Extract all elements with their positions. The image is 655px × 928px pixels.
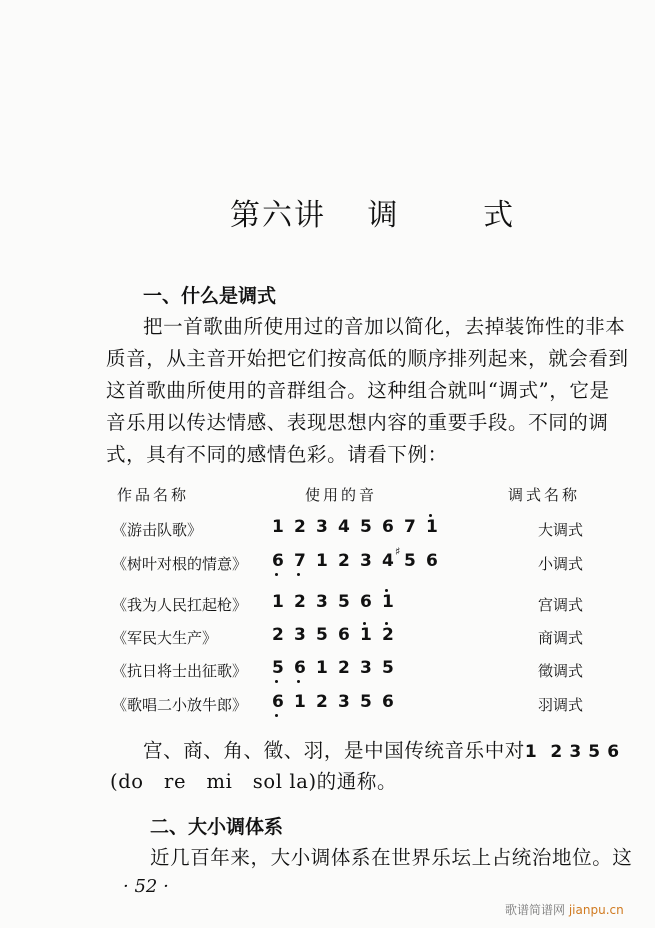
note: 2	[338, 551, 350, 571]
octave-dot-icon	[275, 714, 278, 717]
note: 2	[382, 625, 404, 645]
table-cell-notes	[272, 658, 404, 678]
paragraph-line: 近几百年来，大小调体系在世界乐坛上占统治地位。这	[150, 846, 633, 869]
octave-dot-icon	[297, 573, 300, 576]
chapter-title-word-1: 调	[367, 198, 400, 233]
table-header-notes: 使用的音	[305, 486, 378, 504]
note: 2	[294, 517, 306, 537]
octave-dot-icon	[429, 514, 432, 517]
note: 3	[294, 625, 306, 645]
table-cell-notes	[272, 625, 404, 645]
note: 2	[316, 692, 328, 712]
note: 6	[426, 551, 438, 571]
table-cell-mode: 商调式	[537, 629, 583, 647]
note: 1	[382, 592, 404, 612]
table-cell-work: 《我为人民扛起枪》	[112, 596, 248, 614]
paragraph-2-line-1	[143, 735, 620, 763]
table-cell-mode: 宫调式	[537, 596, 583, 614]
paragraph-text: 宫、商、角、徵、羽，是中国传统音乐中对	[143, 739, 525, 762]
note: 5	[360, 692, 372, 712]
table-cell-mode: 徵调式	[537, 662, 583, 680]
note: 1	[272, 592, 284, 612]
chapter-title-word-2: 式	[483, 198, 516, 233]
note: 6	[294, 658, 316, 678]
note: 1	[294, 692, 306, 712]
note: 3	[360, 658, 372, 678]
octave-dot-icon	[363, 622, 366, 625]
note: 5	[338, 592, 350, 612]
table-header-work: 作品名称	[117, 486, 190, 504]
paragraph-line: 音乐用以传达情感、表现思想内容的重要手段。不同的调	[106, 411, 609, 434]
chapter-number: 第六讲	[230, 198, 326, 233]
watermark	[505, 901, 624, 918]
section-2-heading: 二、大小调体系	[150, 816, 284, 838]
table-cell-work: 《游击队歌》	[112, 521, 203, 539]
note: 6	[382, 517, 394, 537]
note: 4	[338, 517, 350, 537]
note: 5	[360, 517, 372, 537]
note: 1	[426, 517, 448, 537]
note: 6	[360, 592, 372, 612]
table-cell-notes	[272, 545, 448, 571]
note: 6	[382, 692, 394, 712]
sharp-icon: ♯	[395, 545, 401, 558]
watermark-url: jianpu.cn	[568, 903, 624, 917]
note: 5	[382, 658, 394, 678]
page-number: · 52 ·	[123, 876, 169, 897]
paragraph-line: 质音，从主音开始把它们按高低的顺序排列起来，就会看到	[106, 347, 629, 370]
note: 2	[338, 658, 350, 678]
octave-dot-icon	[385, 589, 388, 592]
paragraph-line: 这首歌曲所使用的音群组合。这种组合就叫“调式”，它是	[106, 379, 610, 402]
table-cell-mode: 小调式	[537, 555, 583, 573]
table-cell-notes	[272, 592, 404, 612]
paragraph-line: 把一首歌曲所使用过的音加以简化，去掉装饰性的非本	[143, 315, 626, 338]
table-cell-mode: 大调式	[537, 521, 583, 539]
note: 1	[316, 658, 328, 678]
octave-dot-icon	[275, 680, 278, 683]
note: 3	[338, 692, 350, 712]
table-cell-work: 《抗日将士出征歌》	[112, 662, 248, 680]
note: 5	[272, 658, 294, 678]
note: 6	[338, 625, 350, 645]
chapter-title	[230, 190, 515, 234]
notes-inline: 1 2 3 5 6	[524, 742, 620, 762]
note: 5 ♯	[395, 545, 416, 571]
note: 2	[294, 592, 306, 612]
octave-dot-icon	[385, 622, 388, 625]
paragraph-line: 式，具有不同的感情色彩。请看下例：	[106, 443, 448, 466]
note: 1	[316, 551, 328, 571]
table-header-mode: 调式名称	[508, 486, 581, 504]
table-cell-work: 《歌唱二小放牛郎》	[112, 696, 248, 714]
octave-dot-icon	[297, 680, 300, 683]
table-cell-work: 《树叶对根的情意》	[112, 555, 248, 573]
note: 3	[360, 551, 372, 571]
table-cell-notes	[272, 517, 448, 537]
note: 3	[316, 592, 328, 612]
note: 4	[382, 551, 394, 571]
note: 6	[272, 692, 294, 712]
watermark-cn: 歌谱简谱网	[505, 903, 566, 917]
note: 7	[294, 551, 316, 571]
note: 1	[272, 517, 284, 537]
note: 5	[316, 625, 328, 645]
section-1-heading: 一、什么是调式	[143, 285, 277, 307]
note: 2	[272, 625, 284, 645]
octave-dot-icon	[275, 573, 278, 576]
table-cell-mode: 羽调式	[537, 696, 583, 714]
note: 6	[272, 551, 294, 571]
note: 1	[360, 625, 382, 645]
note: 7	[404, 517, 416, 537]
table-cell-notes	[272, 692, 404, 712]
table-cell-work: 《军民大生产》	[112, 629, 218, 647]
paragraph-2-line-2: (do re mi sol la)的通称。	[110, 770, 398, 793]
note: 3	[316, 517, 328, 537]
